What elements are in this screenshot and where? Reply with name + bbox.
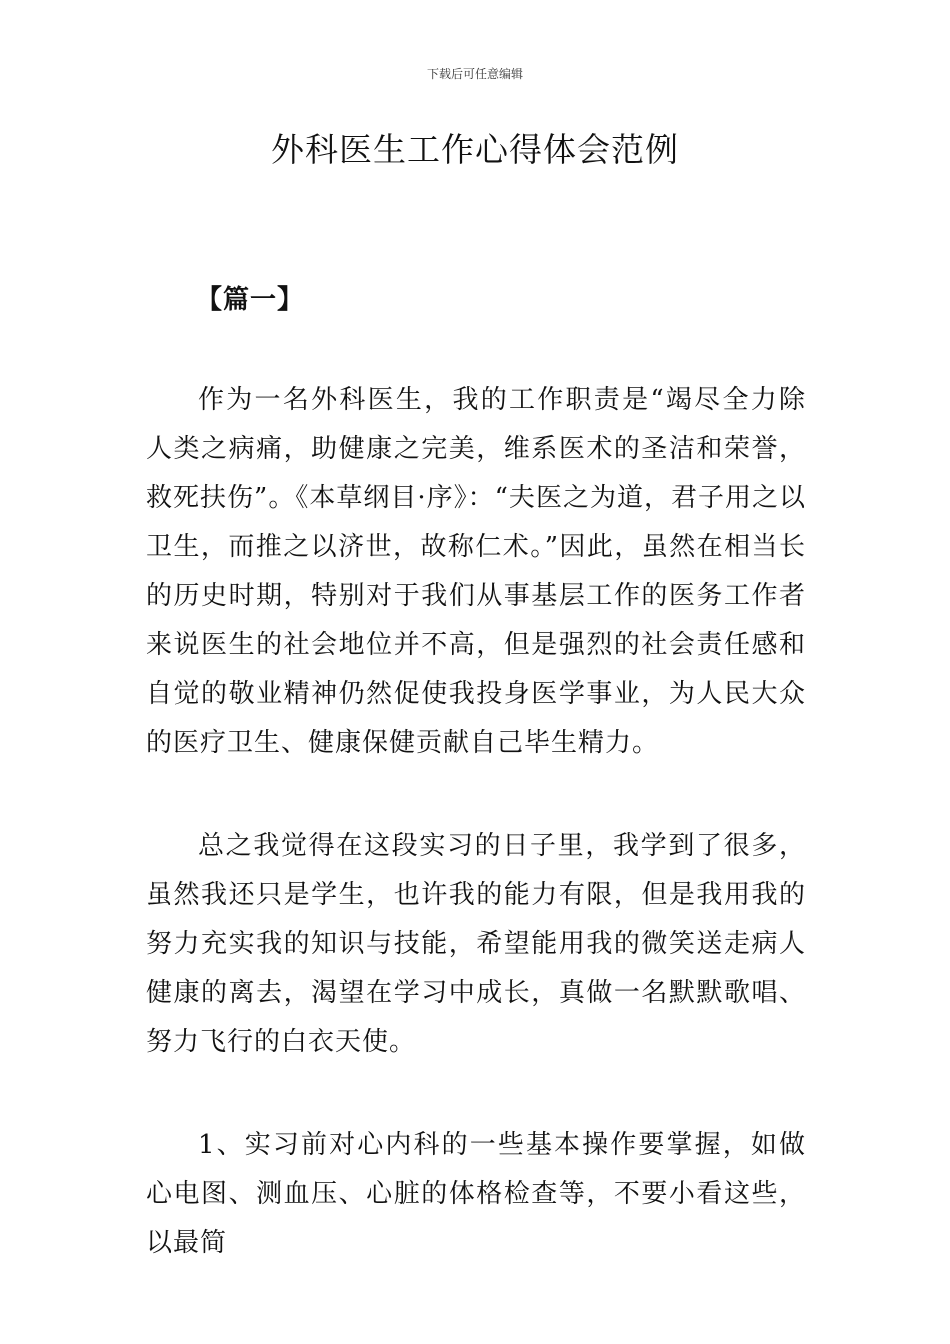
section-label: 【篇一】 [196, 285, 305, 315]
paragraph-3: 1、实习前对心内科的一些基本操作要掌握，如做心电图、测血压、心脏的体格检查等，不要小看这些，以最简 [146, 1130, 806, 1258]
paragraph-2: 总之我觉得在这段实习的日子里，我学到了很多，虽然我还只是学生，也许我的能力有限，但是我用我的努力充实我的知识与技能，希望能用我的微笑送走病人健康的离去，渴望在学习中成长，真做一名默默歌唱、努力飞行的白衣天使。 [146, 831, 806, 1057]
document-title: 外科医生工作心得体会范例 [271, 130, 679, 169]
header-note: 下载后可任意编辑 [426, 67, 523, 81]
paragraph-1: 作为一名外科医生，我的工作职责是“竭尽全力除人类之病痛，助健康之完美，维系医术的圣洁和荣誉，救死扶伤”。《本草纲目·序》：“夫医之为道，君子用之以卫生，而推之以济世，故称仁术。”因此，虽然在相当长的历史时期，特别对于我们从事基层工作的医务工作者来说医生的社会地位并不高，但是强烈的社会责任感和自觉的敬业精神仍然促使我投身医学事业，为人民大众的医疗卫生、健康保健贡献自己毕生精力。 [146, 385, 806, 758]
